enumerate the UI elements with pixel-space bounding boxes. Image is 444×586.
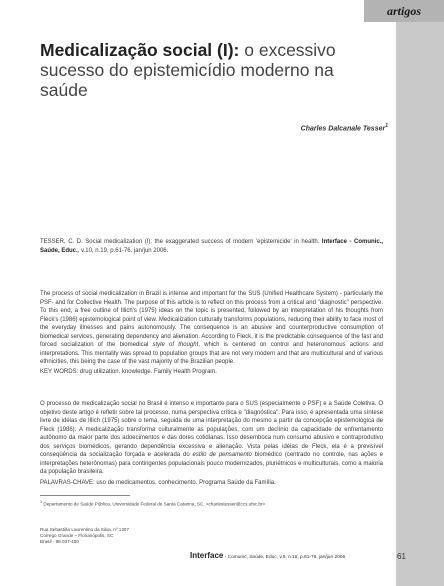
citation — [40, 238, 383, 255]
keywords-portuguese: PALAVRAS-CHAVE: uso de medicamentos. conhecimento. Programa Saúde da Família. — [40, 480, 276, 486]
resumo-part2: biomédico (centrado no controle, nas ações e interpretações heterônomas) para contingentes populacionais pouco modernizados, pluriétnicos e multiculturais, como a maioria da população brasileira. — [40, 452, 383, 475]
author-address — [40, 527, 129, 545]
citation-pre: TESSER, C. D. Social medicalization (I): the exaggerated success of modern 'epistemicide' in health. — [40, 239, 320, 245]
keywords-english: KEY WORDS: drug utilization. knowledge. Family Health Program. — [40, 369, 217, 375]
abstract-portuguese — [40, 400, 383, 477]
abstract-en-italic: style of thought — [152, 342, 199, 348]
author-footnote-mark: 1 — [385, 123, 388, 129]
section-tab: artigos — [364, 0, 444, 22]
footnote-divider — [40, 495, 130, 496]
address-line: Rua Sebastião Laurentino da Silva, nº 1307 — [40, 527, 130, 532]
footer-citation: - Comunic, Saúde, Educ, v.9, n.18, p.61-76, jan/jun 2006 — [223, 555, 346, 560]
title-bold: Medicalização social (I): — [40, 40, 240, 60]
abstract-en-part2: , which is centered on control and heteronomous actions and interpretations. This mentality was spread to population groups that are not very modern and that are multicultural and of various ethnicities, this being the case of the vast majority of the Brazilian people. — [40, 342, 383, 365]
right-margin-strip — [396, 0, 444, 586]
footer-brand: Interface — [190, 551, 224, 560]
author — [301, 123, 388, 132]
page-footer — [190, 551, 345, 560]
abstract-english — [40, 290, 383, 367]
resumo-italic: estilo de pensamento — [192, 452, 252, 458]
footnote-text: Departamento de Saúde Pública, Universidade Federal de Santa Catarina, SC. <charlestesser@ccs.ufsc.br> — [42, 501, 266, 507]
title-line2: sucesso do epistemicídio moderno na saúde — [40, 60, 334, 100]
address-line: Brasil - 88.037-400 — [40, 539, 79, 544]
citation-journal: Interface - Comunic., Saúde, Educ. — [40, 239, 384, 254]
page-number: 61 — [397, 552, 406, 561]
article-title — [40, 40, 385, 100]
address-line: Córrego Grande – Florianópolis, SC — [40, 533, 114, 538]
resumo-part1: O processo de medicalização social no Brasil é intenso e importante para o SUS (especialmente o PSF) e a Saúde Coletiva. O objetivo deste artigo é refletir sobre tal processo, numa perspectiva crítica e "diagnóstica". Para isso, é apresentada uma síntese livre de idéias de Illich (1975) sobre o tema, seguida de uma interpretação do mesmo a partir da concepção epistemológica de Fleck (1986). A medicalização transforma culturalmente as populações, com um declínio da capacidade de enfrentamento autônomo da maior parte dos adoecimentos e das dores cotidianas. Isso desemboca num consumo abusivo e contraprodutivo dos serviços biomédicos, gerando dependência excessiva e alienação. Vista pelas idéias de Fleck, ela é a previsível conseqüência da socialização forçada e acelerada do — [40, 401, 383, 458]
abstract-en-part1: The process of social medicalization in Brazil is intense and important for the SUS (Unified Healthcare System) - particularly the PSF- and for Collective Health. The purpose of this article is to reflect on this process from a critical and "diagnostic" perspective. To this end, a free outline of Illich's (1975) ideas on the topic is presented, followed by an interpretation of his thoughts from Fleck's (1986) epistemological point of view. Medicalization culturally transforms populations, reducing their ability to face most of the everyday illnesses and pains autonomously. The consequence is an abusive and counterproductive consumption of biomedical services, generating dependency and alienation. According to Fleck, it is the predictable consequence of the fast and forced socialization of the biomedical — [40, 291, 383, 348]
citation-post: , v.10, n.19, p.61-76, jan/jun 2006. — [77, 247, 169, 254]
author-name: Charles Dalcanale Tesser — [300, 125, 386, 133]
footnote-mark: 1 — [40, 500, 43, 504]
title-line1-rest: o excessivo — [239, 40, 336, 60]
footnote — [40, 499, 383, 508]
